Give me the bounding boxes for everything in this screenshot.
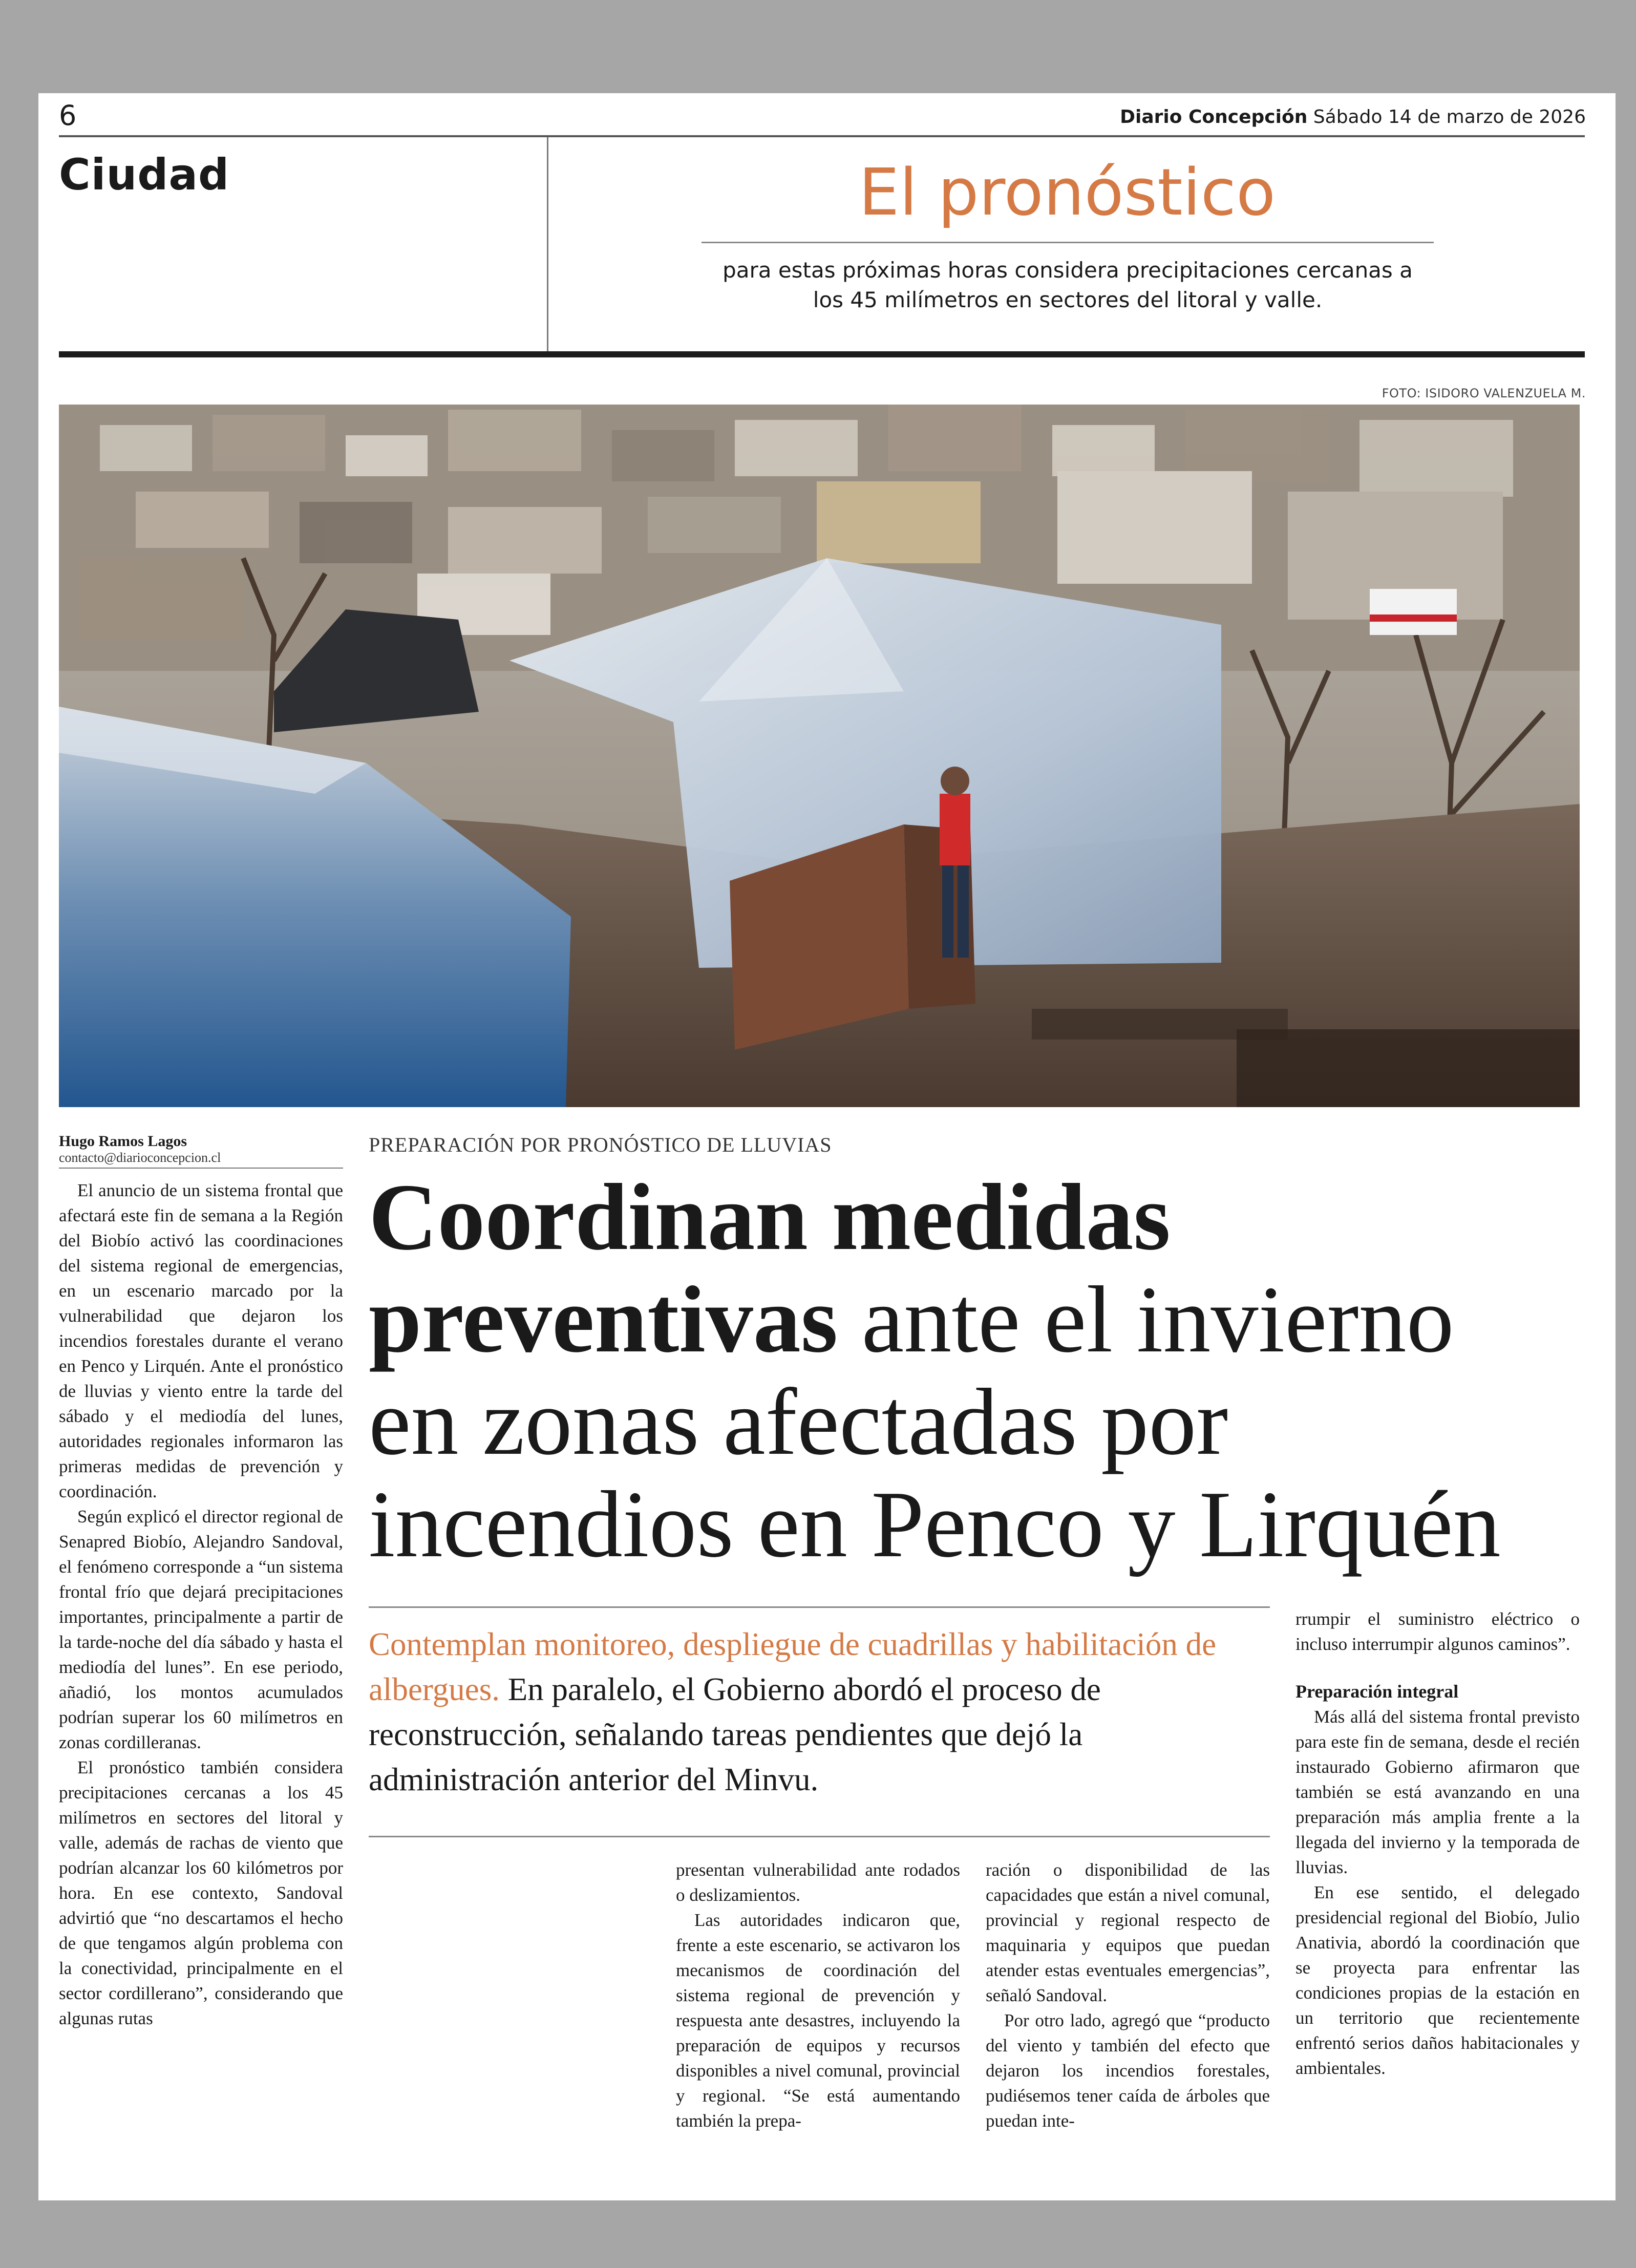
headline-regular: ante el invierno en zonas afectadas por incendios en Penco y Lirquén: [369, 1267, 1501, 1577]
article-kicker: PREPARACIÓN POR PRONÓSTICO DE LLUVIAS: [369, 1133, 832, 1156]
article-column-4: [1295, 1606, 1580, 2081]
section-title: Ciudad: [59, 150, 230, 200]
paragraph: rrumpir el suministro eléctrico o incluso interrumpir algunos caminos”.: [1295, 1609, 1580, 1654]
article-column-2: [676, 1857, 960, 2133]
headline-bold: Coordinan medidas preventivas: [369, 1164, 1171, 1372]
author-name: Hugo Ramos Lagos: [59, 1133, 187, 1150]
paragraph: En ese sentido, el delegado presidencial regional del Biobío, Julio Anativia, abordó la coordinación que se proyecta para enfrentar las condiciones propias de la estación en un territorio que recientemente enfrentó serios daños habitacionales y ambientales.: [1295, 1882, 1580, 2078]
page-number: 6: [59, 99, 77, 132]
article-column-1: [59, 1178, 343, 2031]
forecast-text: para estas próximas horas considera precipitaciones cercanas a los 45 milímetros en sectores del litoral y valle.: [723, 258, 1413, 312]
paragraph: Más allá del sistema frontal previsto para este fin de semana, desde el recién instaurado Gobierno afirmaron que también se está avanzando en una preparación más amplia frente a la llegada del invierno y la temporada de lluvias.: [1295, 1707, 1580, 1877]
newspaper-page: [38, 93, 1616, 2200]
issue-date: Sábado 14 de marzo de 2026: [1313, 107, 1586, 128]
masthead-bottom-rule: [59, 351, 1585, 357]
paragraph: ración o disponibilidad de las capacidades que están a nivel comunal, provincial y regional respecto de maquinaria y equipos que puedan atender estas eventuales emergencias”, señaló Sandoval.: [986, 1860, 1270, 2005]
paragraph: El pronóstico también considera precipitaciones cercanas a los 45 milímetros en sectores del litoral y valle, además de rachas de viento que podrían alcanzar los 60 kilómetros por hora. En ese contexto, Sandoval advirtió que “no descartamos el hecho de que tengamos algún problema con la conectividad, principalmente en el sector cordillerano”, considerando que algunas rutas: [59, 1757, 343, 2028]
byline-rule: [59, 1168, 343, 1169]
deck-top-rule: [369, 1606, 1270, 1608]
lead-photo: [59, 405, 1580, 1107]
subhead: Preparación integral: [1295, 1681, 1459, 1702]
article-column-3: [986, 1857, 1270, 2133]
paragraph: Las autoridades indicaron que, frente a este escenario, se activaron los mecanismos de coordinación del sistema regional de prevención y respuesta ante desastres, incluyendo la preparación de equipos y recursos disponibles a nivel comunal, provincial y regional. “Se está aumentando también la prepa-: [676, 1910, 960, 2131]
deck-bottom-rule: [369, 1836, 1270, 1837]
deck-rest: En paralelo, el Gobierno abordó el proceso de reconstrucción, señalando tareas pendientes que dejó la administración anterior del Minvu.: [369, 1671, 1101, 1797]
paragraph: presentan vulnerabilidad ante rodados o deslizamientos.: [676, 1860, 960, 1905]
photo-credit: FOTO: ISIDORO VALENZUELA M.: [1382, 386, 1586, 400]
paragraph: El anuncio de un sistema frontal que afectará este fin de semana a la Región del Biobío activó las coordinaciones del sistema regional de emergencias, en un escenario marcado por la vulnerabilidad que dejaron los incendios forestales durante el verano en Penco y Lirquén. Ante el pronóstico de lluvias y viento entre la tarde del sábado y el mediodía del lunes, autoridades regionales informaron las primeras medidas de prevención y coordinación.: [59, 1180, 343, 1501]
folio: [1120, 107, 1586, 128]
forecast-rule: [702, 242, 1434, 243]
author-email[interactable]: contacto@diarioconcepcion.cl: [59, 1150, 221, 1165]
deck-lead: Contemplan monitoreo, despliegue de cuadrillas y habilitación de albergues.: [369, 1626, 1217, 1707]
top-rule: [59, 135, 1585, 137]
article-headline: [369, 1166, 1567, 1576]
publication-name: Diario Concepción: [1120, 107, 1308, 128]
paragraph: Por otro lado, agregó que “producto del viento y también del efecto que dejaron los incendios forestales, pudiésemos tener caída de árboles que puedan inte-: [986, 2010, 1270, 2131]
article-deck: [369, 1622, 1270, 1802]
paragraph: Según explicó el director regional de Senapred Biobío, Alejandro Sandoval, el fenómeno corresponde a “un sistema frontal frío que dejará precipitaciones importantes, principalmente a partir de la tarde-noche del día sábado y hasta el mediodía del lunes”. En ese periodo, añadió, los montos acumulados podrían superar los 60 milímetros en zonas cordilleranas.: [59, 1507, 343, 1752]
forecast-title: El pronóstico: [858, 155, 1276, 230]
